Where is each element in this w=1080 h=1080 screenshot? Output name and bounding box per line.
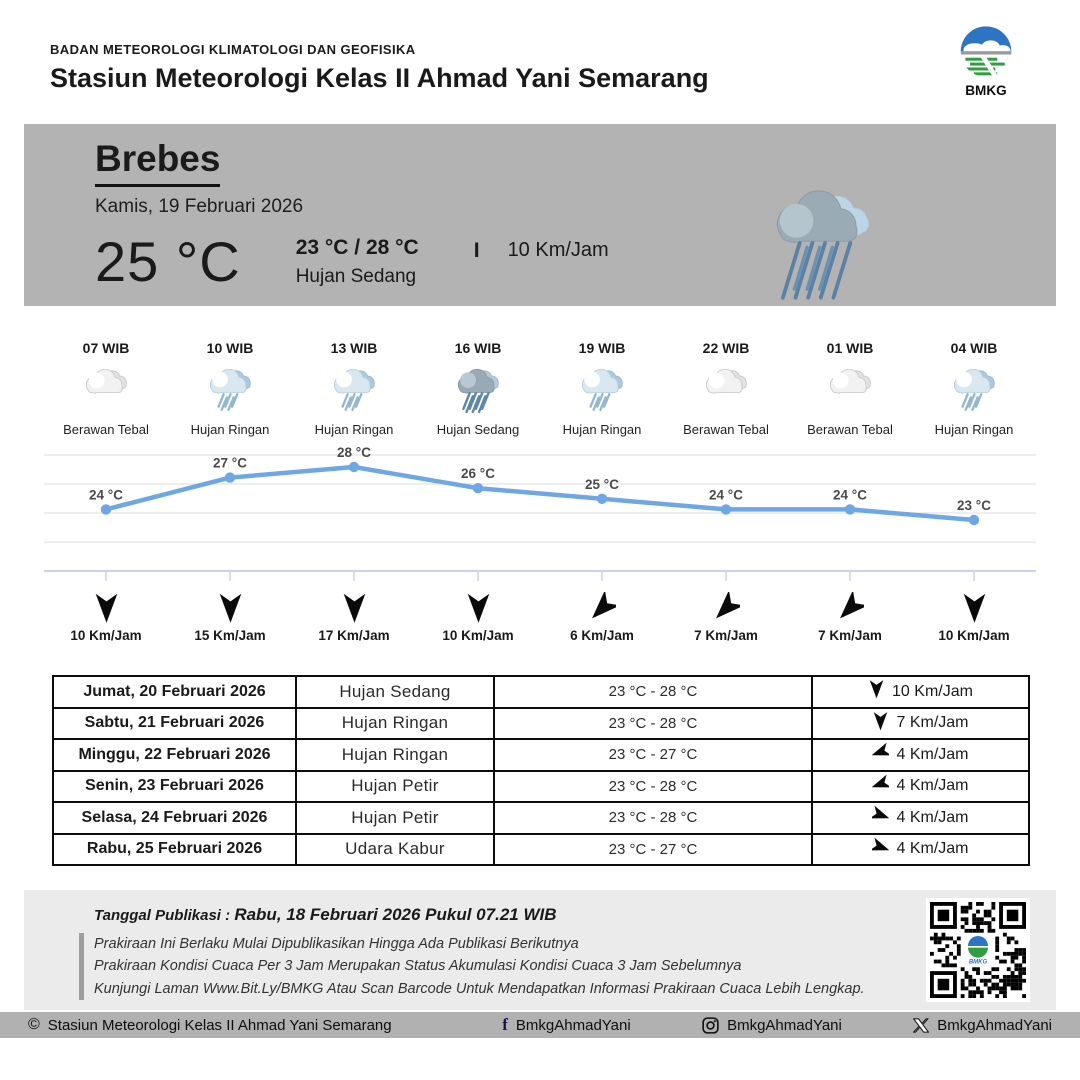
table-row — [53, 802, 1029, 834]
wind-item — [168, 590, 292, 643]
wind-speed: 7 Km/Jam — [694, 628, 758, 643]
row-wind — [812, 708, 1029, 740]
city-name: Brebes — [95, 138, 220, 187]
svg-text:23 °C: 23 °C — [957, 498, 991, 513]
wind-item — [912, 590, 1036, 643]
row-wind-speed: 4 Km/Jam — [896, 840, 969, 858]
hourly-time: 10 WIB — [206, 340, 254, 356]
row-condition: Udara Kabur — [296, 834, 494, 866]
hourly-time: 22 WIB — [702, 340, 750, 356]
wind-direction-icon — [44, 590, 168, 624]
agency-name: BADAN METEOROLOGI KLIMATOLOGI DAN GEOFISIKA — [50, 42, 416, 57]
current-wind-speed: 10 Km/Jam — [507, 239, 609, 262]
separator: I — [473, 238, 480, 262]
row-wind — [812, 739, 1029, 771]
svg-text:25 °C: 25 °C — [585, 476, 619, 492]
wind-direction-icon — [872, 742, 889, 767]
qr-code-icon — [930, 902, 1026, 998]
bmkg-logo — [954, 24, 1018, 103]
footer — [24, 890, 1056, 1010]
svg-text:26 °C: 26 °C — [461, 466, 495, 482]
hourly-condition: Berawan Tebal — [807, 422, 893, 437]
rain-moderate-icon — [416, 364, 540, 416]
row-temp-range: 23 °C - 27 °C — [494, 739, 812, 771]
row-wind-speed: 10 Km/Jam — [892, 682, 973, 700]
daily-forecast-table — [52, 675, 1030, 866]
wind-item — [292, 590, 416, 643]
row-condition: Hujan Petir — [296, 802, 494, 834]
svg-text:24 °C: 24 °C — [833, 487, 867, 503]
wind-item — [44, 590, 168, 643]
table-row — [53, 834, 1029, 866]
row-condition: Hujan Sedang — [296, 676, 494, 708]
bottom-bar — [0, 1012, 1080, 1038]
wind-direction-icon — [912, 590, 1036, 624]
current-weather-card — [24, 124, 1056, 306]
row-temp-range: 23 °C - 28 °C — [494, 676, 812, 708]
wind-speed: 17 Km/Jam — [318, 628, 390, 643]
footer-note: Prakiraan Kondisi Cuaca Per 3 Jam Merupakan Status Akumulasi Kondisi Cuaca 3 Jam Sebelumnya — [94, 958, 742, 975]
temperature-chart — [0, 441, 1080, 588]
wind-direction-icon — [872, 837, 889, 862]
table-row — [53, 771, 1029, 803]
facebook-icon: f — [502, 1015, 508, 1034]
hourly-condition: Hujan Ringan — [314, 422, 394, 437]
current-temp-range: 23 °C / 28 °C — [295, 235, 419, 259]
wind-direction-icon — [872, 805, 889, 830]
svg-text:BMKG: BMKG — [968, 959, 988, 966]
wind-speed: 7 Km/Jam — [818, 628, 882, 643]
cloud-thick-icon — [44, 364, 168, 416]
rain-light-icon — [540, 364, 664, 416]
row-condition: Hujan Petir — [296, 771, 494, 803]
row-date: Senin, 23 Februari 2026 — [53, 771, 296, 803]
row-temp-range: 23 °C - 28 °C — [494, 771, 812, 803]
svg-text:27 °C: 27 °C — [213, 455, 247, 471]
row-wind-speed: 4 Km/Jam — [896, 745, 969, 763]
x-item — [913, 1017, 1052, 1034]
hourly-item — [44, 340, 168, 437]
current-temperature: 25 °C — [95, 229, 241, 293]
svg-text:24 °C: 24 °C — [709, 487, 743, 503]
row-wind — [812, 771, 1029, 803]
wind-item — [416, 590, 540, 643]
current-date: Kamis, 19 Februari 2026 — [95, 195, 304, 217]
hourly-condition: Hujan Ringan — [562, 422, 642, 437]
rain-moderate-icon — [764, 186, 886, 309]
hourly-time: 16 WIB — [454, 340, 502, 356]
hourly-item — [664, 340, 788, 437]
row-wind — [812, 802, 1029, 834]
temperature-line-chart — [44, 441, 1036, 583]
row-date: Selasa, 24 Februari 2026 — [53, 802, 296, 834]
bmkg-logo-icon — [956, 24, 1016, 98]
svg-text:24 °C: 24 °C — [89, 487, 123, 503]
qr-code — [926, 898, 1030, 1002]
hourly-item — [292, 340, 416, 437]
wind-direction-icon — [540, 590, 664, 624]
wind-speed: 15 Km/Jam — [194, 628, 266, 643]
publication-label: Tanggal Publikasi : — [94, 907, 235, 924]
row-date: Rabu, 25 Februari 2026 — [53, 834, 296, 866]
row-date: Minggu, 22 Februari 2026 — [53, 739, 296, 771]
row-wind-speed: 7 Km/Jam — [896, 714, 969, 732]
hourly-item — [168, 340, 292, 437]
wind-direction-icon — [788, 590, 912, 624]
hourly-condition: Hujan Ringan — [190, 422, 270, 437]
hourly-time: 19 WIB — [578, 340, 626, 356]
instagram-icon — [702, 1017, 719, 1034]
station-name: Stasiun Meteorologi Kelas II Ahmad Yani Semarang — [50, 63, 709, 93]
copyright-text: Stasiun Meteorologi Kelas II Ahmad Yani Semarang — [47, 1016, 392, 1034]
wind-item — [664, 590, 788, 643]
hourly-item — [540, 340, 664, 437]
hourly-condition: Hujan Ringan — [934, 422, 1014, 437]
publication-value: Rabu, 18 Februari 2026 Pukul 07.21 WIB — [234, 905, 557, 924]
svg-text:28 °C: 28 °C — [337, 445, 371, 460]
header — [0, 0, 1080, 98]
hourly-condition: Berawan Tebal — [63, 422, 149, 437]
publication-line — [94, 905, 1056, 925]
row-wind-speed: 4 Km/Jam — [896, 808, 969, 826]
row-wind — [812, 834, 1029, 866]
hourly-time: 04 WIB — [950, 340, 998, 356]
rain-light-icon — [912, 364, 1036, 416]
footer-notes — [79, 933, 1056, 1000]
row-wind — [812, 676, 1029, 708]
wind-item — [788, 590, 912, 643]
hourly-item — [416, 340, 540, 437]
wind-speed: 10 Km/Jam — [70, 628, 142, 643]
cloud-thick-icon — [664, 364, 788, 416]
wind-direction-icon — [416, 590, 540, 624]
instagram-item — [702, 1017, 842, 1034]
wind-direction-icon — [872, 774, 889, 799]
hourly-condition: Berawan Tebal — [683, 422, 769, 437]
row-temp-range: 23 °C - 27 °C — [494, 834, 812, 866]
row-date: Sabtu, 21 Februari 2026 — [53, 708, 296, 740]
wind-item — [540, 590, 664, 643]
row-temp-range: 23 °C - 28 °C — [494, 802, 812, 834]
hourly-wind — [0, 590, 1080, 643]
copyright-item — [28, 1016, 392, 1034]
svg-text:BMKG: BMKG — [965, 82, 1007, 98]
row-condition: Hujan Ringan — [296, 708, 494, 740]
footer-note: Prakiraan Ini Berlaku Mulai Dipublikasikan Hingga Ada Publikasi Berikutnya — [94, 936, 579, 952]
rain-light-icon — [168, 364, 292, 416]
hourly-time: 13 WIB — [330, 340, 378, 356]
x-handle: BmkgAhmadYani — [937, 1016, 1053, 1034]
row-condition: Hujan Ringan — [296, 739, 494, 771]
wind-speed: 10 Km/Jam — [442, 628, 514, 643]
wind-direction-icon — [868, 679, 885, 704]
hourly-condition: Hujan Sedang — [436, 422, 520, 437]
wind-speed: 6 Km/Jam — [570, 628, 634, 643]
table-row — [53, 708, 1029, 740]
wind-direction-icon — [292, 590, 416, 624]
wind-direction-icon — [872, 711, 889, 736]
hourly-time: 07 WIB — [82, 340, 130, 356]
instagram-handle: BmkgAhmadYani — [727, 1016, 842, 1034]
facebook-handle: BmkgAhmadYani — [515, 1016, 631, 1034]
copyright-icon: © — [28, 1016, 40, 1033]
hourly-item — [912, 340, 1036, 437]
wind-direction-icon — [664, 590, 788, 624]
facebook-item — [502, 1015, 630, 1035]
rain-light-icon — [292, 364, 416, 416]
row-temp-range: 23 °C - 28 °C — [494, 708, 812, 740]
cloud-thick-icon — [788, 364, 912, 416]
hourly-forecast — [0, 340, 1080, 437]
hourly-item — [788, 340, 912, 437]
current-condition: Hujan Sedang — [295, 265, 417, 287]
wind-direction-icon — [168, 590, 292, 624]
row-date: Jumat, 20 Februari 2026 — [53, 676, 296, 708]
table-row — [53, 676, 1029, 708]
x-icon — [913, 1018, 929, 1033]
current-row — [95, 229, 1056, 293]
wind-speed: 10 Km/Jam — [938, 628, 1010, 643]
row-wind-speed: 4 Km/Jam — [896, 777, 969, 795]
table-row — [53, 739, 1029, 771]
footer-note: Kunjungi Laman Www.Bit.Ly/BMKG Atau Scan Barcode Untuk Mendapatkan Informasi Prakiraan Cuaca Lebih Lengkap. — [94, 980, 865, 997]
hourly-time: 01 WIB — [826, 340, 874, 356]
